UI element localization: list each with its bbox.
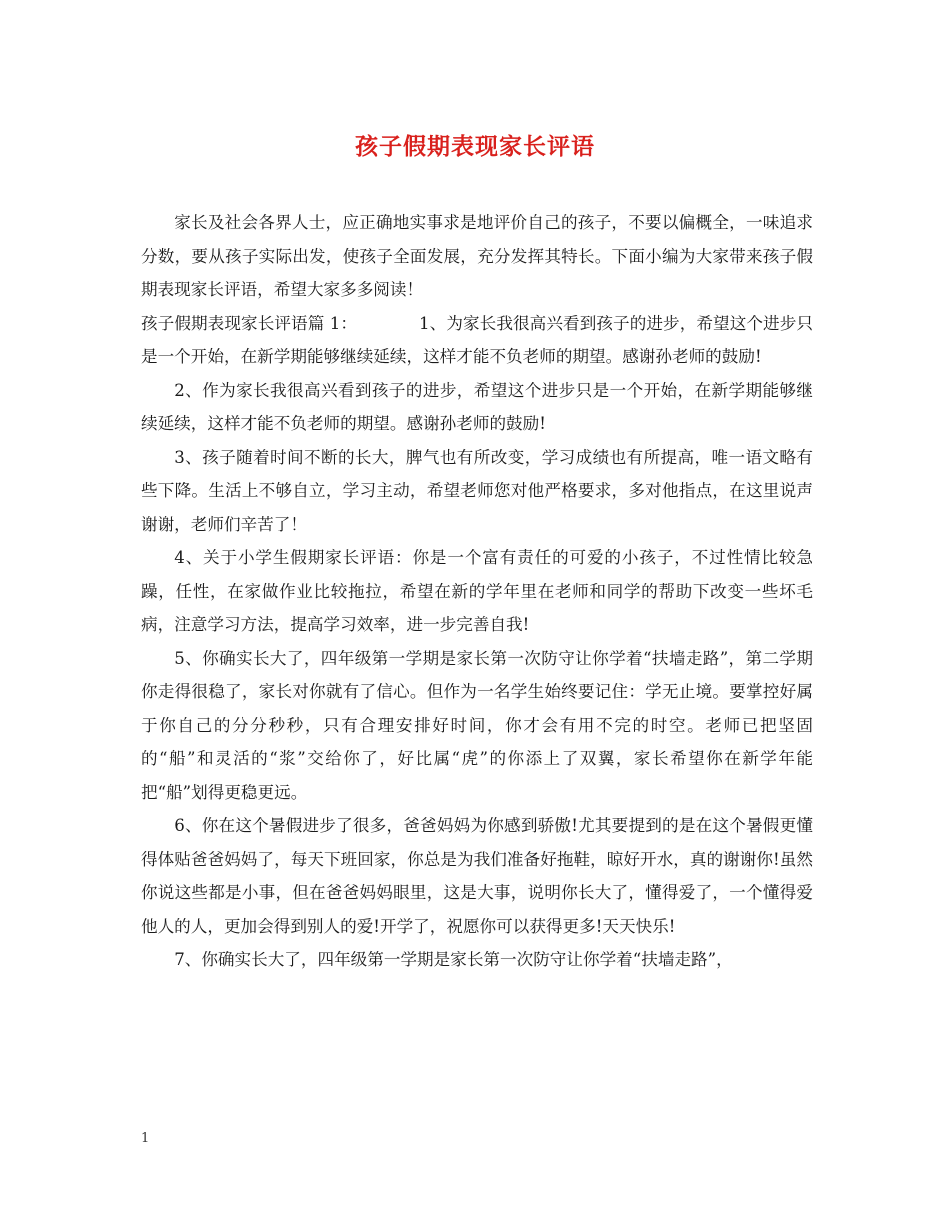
item-5: 5、你确实长大了，四年级第一学期是家长第一次防守让你学着“扶墙走路”，第二学期你走得很稳了，家长对你就有了信心。但作为一名学生始终要记住：学无止境。要掌控好属于你自己的分分秒秒，只有合理安排好时间，你才会有用不完的时空。老师已把坚固的“船”和灵活的“浆”交给你了，好比属“虎”的你添上了双翼，家长希望你在新学年能把“船”划得更稳更远。 bbox=[141, 648, 813, 802]
item-6: 6、你在这个暑假进步了很多，爸爸妈妈为你感到骄傲!尤其要提到的是在这个暑假更懂得体贴爸爸妈妈了，每天下班回家，你总是为我们准备好拖鞋，晾好开水，真的谢谢你!虽然你说这些都是小事，但在爸爸妈妈眼里，这是大事，说明你长大了，懂得爱了，一个懂得爱他人的人，更加会得到别人的爱!开学了，祝愿你可以获得更多!天天快乐! bbox=[141, 816, 813, 936]
intro-paragraph: 家长及社会各界人士，应正确地实事求是地评价自己的孩子，不要以偏概全，一味追求分数，要从孩子实际出发，使孩子全面发展，充分发挥其特长。下面小编为大家带来孩子假期表现家长评语，希望大家多多阅读！ bbox=[141, 213, 813, 299]
section-heading: 孩子假期表现家长评语篇 1： bbox=[141, 313, 358, 333]
section-paragraph bbox=[141, 307, 813, 374]
item-3: 3、孩子随着时间不断的长大，脾气也有所改变，学习成绩也有所提高，唯一语文略有些下降。生活上不够自立，学习主动，希望老师您对他严格要求，多对他指点，在这里说声谢谢，老师们辛苦了！ bbox=[141, 447, 813, 534]
document-title: 孩子假期表现家长评语 bbox=[355, 133, 595, 160]
document-body bbox=[141, 206, 813, 977]
item-2: 2、作为家长我很高兴看到孩子的进步，希望这个进步只是一个开始，在新学期能够继续延续，这样才能不负老师的期望。感谢孙老师的鼓励! bbox=[141, 380, 813, 433]
item-7: 7、你确实长大了，四年级第一学期是家长第一次防守让你学着“扶墙走路”， bbox=[174, 950, 733, 969]
item-4: 4、关于小学生假期家长评语：你是一个富有责任的可爱的小孩子，不过性情比较急躁，任性，在家做作业比较拖拉，希望在新的学年里在老师和同学的帮助下改变一些坏毛病，注意学习方法，提高学习效率，进一步完善自我! bbox=[141, 548, 813, 634]
item-1: 1、为家长我很高兴看到孩子的进步，希望这个进步只是一个开始，在新学期能够继续延续，这样才能不负老师的期望。感谢孙老师的鼓励! bbox=[141, 313, 813, 366]
page-number: 1 bbox=[141, 1131, 150, 1146]
